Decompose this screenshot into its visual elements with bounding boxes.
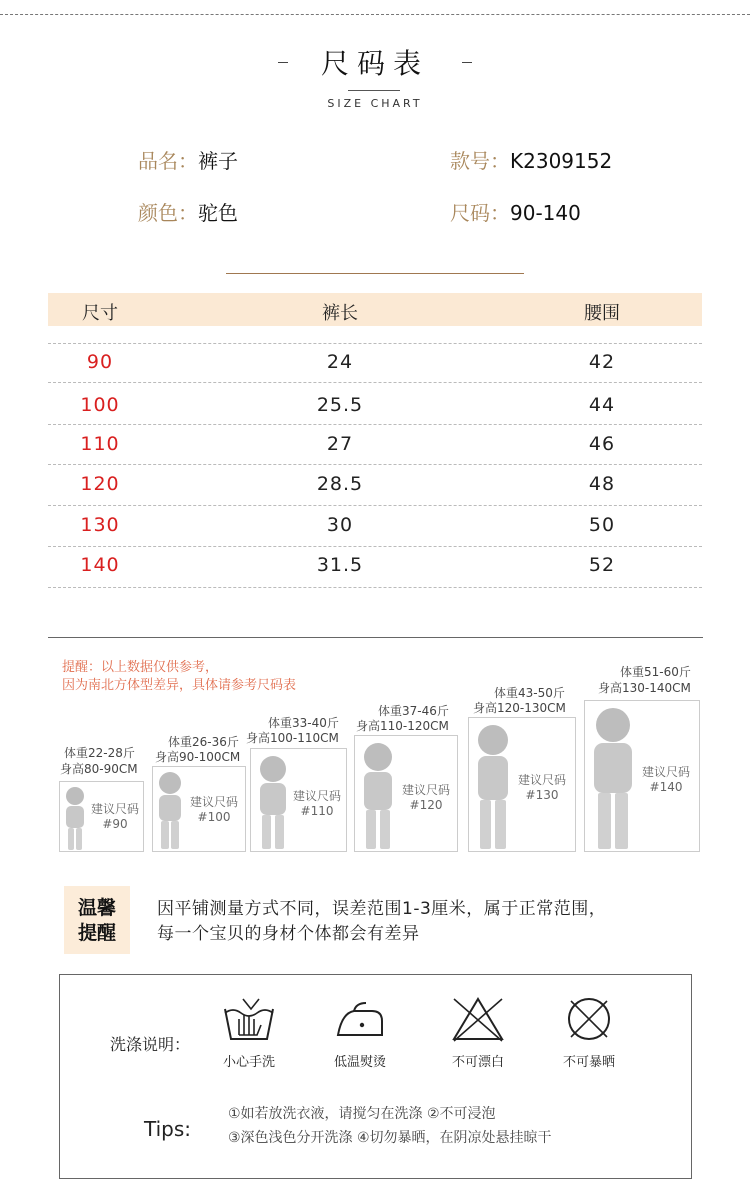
guide-weight: 体重33-40斤 [268,716,339,730]
table-row [48,351,702,391]
wash-item-label: 不可暴晒 [562,1055,615,1070]
header-size: 尺寸 [82,303,118,324]
guide-card [584,700,700,852]
notice-line-1: 提醒：以上数据仅供参考， [62,660,219,675]
child-figure-icon [589,705,637,851]
child-figure-icon [473,722,513,851]
row-divider [48,587,702,588]
wash-item-label: 不可漂白 [451,1055,504,1070]
title-area [0,42,750,82]
guide-size: #120 [409,798,443,812]
guide-weight: 体重43-50斤 [494,686,565,700]
guide-suggest-label: 建议尺码 [641,765,690,779]
row-size: 90 [86,351,114,373]
wash-item [539,995,639,1070]
low-iron-icon [332,995,388,1043]
header-waist: 腰围 [584,303,620,324]
guide-suggest-label: 建议尺码 [292,789,341,803]
row-length: 25.5 [316,394,364,416]
guide-height: 身高90-100CM [155,750,241,764]
guide-height: 身高100-110CM [246,731,339,745]
row-size: 130 [80,514,120,536]
product-name-row [138,145,238,174]
reminder-text [157,897,606,947]
row-waist: 52 [588,554,616,576]
wash-item [199,995,299,1070]
table-row [48,554,702,594]
color-row [138,197,238,226]
tips-line-2: ③深色浅色分开洗涤 ④切勿暴晒，在阴凉处悬挂晾干 [228,1130,552,1146]
style-number-label: 款号： [450,149,510,173]
washing-title: 洗涤说明： [110,1035,191,1054]
guide-card [468,717,576,852]
table-header [48,293,702,326]
guide-card [152,766,246,852]
guide-suggest-label: 建议尺码 [517,773,566,787]
guide-height: 身高130-140CM [598,681,691,695]
row-length: 31.5 [316,554,364,576]
subtitle-divider [348,90,400,91]
guide-height: 身高120-130CM [473,701,566,715]
row-length: 27 [326,433,354,455]
row-divider [48,382,702,383]
table-row [48,514,702,554]
style-number-value: K2309152 [510,149,613,173]
color-label: 颜色： [138,201,198,225]
header-length: 裤长 [322,303,358,324]
row-waist: 42 [588,351,616,373]
tips-line-1: ①如若放洗衣液，请搅匀在洗涤 ②不可浸泡 [228,1106,496,1122]
tips-title: Tips: [144,1117,192,1141]
row-divider [48,546,702,547]
row-divider [48,343,702,344]
row-size: 110 [80,433,120,455]
page-title: 尺码表 [320,47,429,80]
child-figure-icon [155,769,185,851]
guide-weight: 体重37-46斤 [378,704,449,718]
child-figure-icon [62,784,88,852]
row-divider [48,424,702,425]
size-range-row [450,197,581,226]
wash-item [428,995,528,1070]
guide-weight: 体重51-60斤 [620,665,691,679]
guide-card [59,781,144,852]
guide-card [250,748,347,852]
size-table [48,293,702,576]
reminder-line-1: 因平铺测量方式不同，误差范围1-3厘米，属于正常范围， [157,899,607,919]
washing-instructions [59,974,692,1179]
guide-size: #90 [102,817,128,831]
row-length: 24 [326,351,354,373]
wash-item-label: 小心手洗 [222,1055,275,1070]
row-length: 30 [326,514,354,536]
reminder-tag-line-2: 提醒 [77,922,116,944]
guide-size: #100 [197,810,231,824]
no-sun-dry-icon [561,995,617,1043]
row-length: 28.5 [316,473,364,495]
guide-card [354,735,458,852]
guide-size: #110 [300,804,334,818]
reminder-tag [64,886,130,954]
page-subtitle: SIZE CHART [327,97,423,110]
hand-wash-icon [221,995,277,1043]
title-right-dash [462,62,472,63]
top-dashed-border [0,14,750,15]
guide-height: 身高110-120CM [356,719,449,733]
guide-size: #130 [525,788,559,802]
table-row [48,433,702,473]
no-bleach-icon [450,995,506,1043]
guide-size: #140 [649,780,683,794]
color-value: 驼色 [198,201,238,225]
table-row [48,394,702,434]
guide-suggest-label: 建议尺码 [401,783,450,797]
info-divider [226,273,524,274]
row-waist: 48 [588,473,616,495]
row-waist: 50 [588,514,616,536]
product-name-value: 裤子 [198,149,238,173]
row-size: 140 [80,554,120,576]
notice-line-2: 因为南北方体型差异，具体请参考尺码表 [62,678,297,693]
row-divider [48,464,702,465]
guide-height: 身高80-90CM [60,762,138,776]
section-divider [48,637,703,638]
child-figure-icon [255,753,291,851]
row-waist: 44 [588,394,616,416]
row-size: 100 [80,394,120,416]
product-name-label: 品名： [138,149,198,173]
child-figure-icon [359,740,397,851]
size-range-value: 90-140 [510,201,581,225]
wash-item-label: 低温熨烫 [333,1055,386,1070]
guide-weight: 体重22-28斤 [64,746,135,760]
style-number-row [450,145,612,174]
row-size: 120 [80,473,120,495]
guide-suggest-label: 建议尺码 [189,795,238,809]
wash-item [310,995,410,1070]
row-waist: 46 [588,433,616,455]
reminder-tag-line-1: 温馨 [77,897,116,919]
table-row [48,473,702,513]
row-divider [48,505,702,506]
guide-weight: 体重26-36斤 [168,735,239,749]
size-range-label: 尺码： [450,201,510,225]
guide-suggest-label: 建议尺码 [90,802,139,816]
reminder-line-2: 每一个宝贝的身材个体都会有差异 [157,924,420,944]
